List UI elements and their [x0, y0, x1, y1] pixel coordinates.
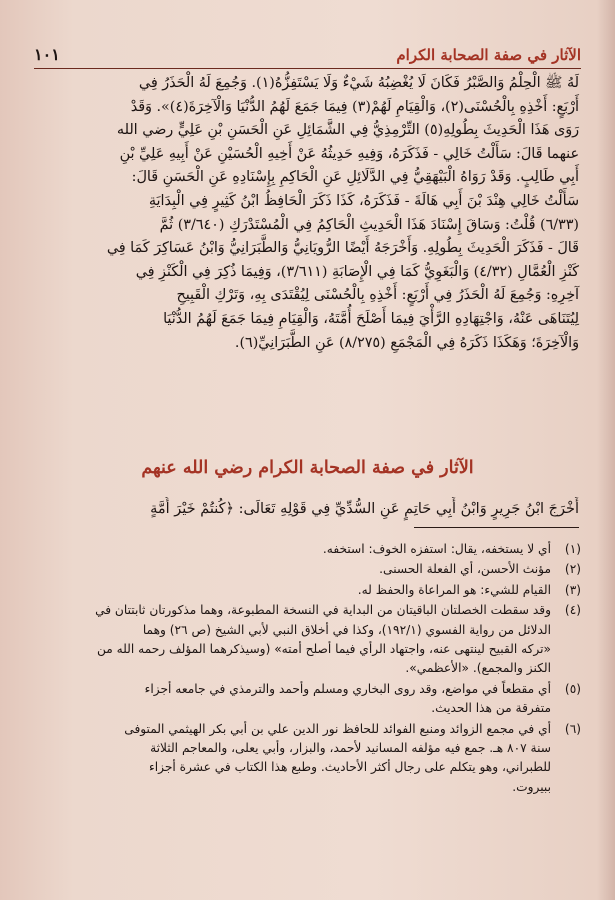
footnote-line: القيام للشيء: هو المراعاة والحفظ له. — [357, 582, 551, 597]
text-line: وَالْآخِرَةَ؛ وَهَكَذَا ذَكَرَهُ فِي الْمَجْمَعِ (٨/٢٧٥) عَنِ الطَّبَرَانِيِّ(٦). — [234, 334, 579, 351]
footnote-line: الدلائل من رواية الفسوي (١٩٢/١)، وكذا في أخلاق النبي لأبي الشيخ (ص ٢٦) وهما — [142, 622, 551, 637]
text-line: عنهما قَالَ: سَأَلْتُ خَالِي - فَذَكَرَهُ، وَفِيهِ حَدِيثُهُ عَنْ أَخِيهِ الْحُسَيْنِ عَنْ أَبِيهِ عَلِيِّ بْنِ — [119, 145, 579, 162]
text-line: أَبِي طَالِبٍ. وَقَدْ رَوَاهُ الْبَيْهَقِيُّ فِي الدَّلَائِلِ عَنِ الْحَاكِمِ بِإِسْنَادِهِ عَنِ الْحَسَنِ قَالَ: — [131, 169, 579, 186]
footnote-number: (٥) — [564, 681, 581, 696]
section-first-line: أَخْرَجَ ابْنُ جَرِيرٍ وَابْنُ أَبِي حَاتِمٍ عَنِ السُّدِّيِّ فِي قَوْلِهِ تَعَالَى: ﴿كُنتُمْ خَيْرَ أُمَّةٍ — [150, 501, 579, 517]
footnote-number: (١) — [564, 542, 581, 556]
text-line: لِيُتَنَاهَى عَنْهُ، وَاجْتِهَادِهِ الرَّأْيَ فِيمَا أَصْلَحَ أُمَّتَهُ، وَالْقِيَامِ فِيمَا جَمَعَ لَهُمُ الدُّنْيَا — [163, 310, 579, 327]
text-line: (٦/٣٣) قُلْتُ: وَسَاقَ إِسْنَادَ هَذَا الْحَدِيثِ الْحَاكِمُ فِي الْمُسْتَدْرَكِ (٣/٦٤٠) ثُمَّ — [159, 216, 579, 233]
footnote-divider — [414, 527, 579, 528]
section-heading: الآثار في صفة الصحابة الكرام رضي الله عنهم — [141, 458, 474, 478]
footnote-line: الكنز والمجمع). «الأعظمي». — [405, 661, 551, 676]
text-line: لَهُ ﷺ الْحِلْمُ وَالصَّبْرُ فَكَانَ لَا يُغْضِبُهُ شَيْءٌ وَلَا يَسْتَفِزُّهُ(١). وَجُمِعَ لَهُ الْحَذَرُ فِي — [138, 75, 579, 91]
footnote-number: (٢) — [564, 562, 581, 577]
footnote — [34, 560, 581, 579]
text-line: آخِرِهِ: وَجُمِعَ لَهُ الْحَذَرُ فِي أَرْبَعٍ: أَخْذِهِ بِالْحُسْنَى لِيُقْتَدَى بِهِ، وَتَرْكِ الْقَبِيحِ — [176, 287, 579, 304]
footnotes — [34, 540, 581, 798]
footnote-line: للطبراني، وهو يتكلم على رجال أكثر الأحاديث. وطبع هذا الكتاب في عشرة أجزاء — [148, 760, 551, 775]
footnote — [34, 720, 581, 798]
footnote-line: ببيروت. — [512, 779, 551, 794]
text-line: أَرْبَعٍ: أَخْذِهِ بِالْحُسْنَى(٢)، وَالْقِيَامِ لَهُمْ(٣) فِيمَا جَمَعَ لَهُمُ الدُّنْيَا وَالْآخِرَةَ(٤)». وَقَدْ — [130, 98, 579, 115]
page-number: ١٠١ — [34, 45, 60, 64]
footnote-line: أي مقطعاً في مواضع، وقد روى البخاري ومسلم وأحمد والترمذي في جامعه أجزاء — [144, 681, 551, 696]
footnote-line: «تركه القبيح لينتهى عنه، واجتهاد الرأي فيما أصلح أمته» (وسيذكرهما المؤلف رحمه الله من — [96, 642, 551, 657]
text-line: كَنْزِ الْعُمَّالِ (٤/٣٢) وَالْبَغَوِيُّ كَمَا فِي الْإِصَابَةِ (٣/٦١١)، وَفِيمَا ذُكِرَ فِي الْكَنْزِ فِي — [135, 263, 579, 280]
footnote-number: (٦) — [564, 721, 581, 736]
footnote — [34, 680, 581, 719]
footnote-line: وقد سقطت الخصلتان الباقيتان من البداية في النسخة المطبوعة، وهما مذكورتان ثابتتان في — [95, 603, 551, 618]
footnote-number: (٣) — [564, 582, 581, 597]
page-header — [34, 38, 581, 69]
text-line: قَالَ - فَذَكَرَ الْحَدِيثَ بِطُولِهِ. وَأَخْرَجَهُ أَيْضًا الرُّويَانِيُّ وَالطَّبَرَانِيُّ وَابْنُ عَسَاكِرَ كَمَا فِي — [106, 240, 579, 257]
footnote-line: مؤنث الأحسن، أي الفعلة الحسنى. — [379, 562, 551, 577]
footnote-line: أي في مجمع الزوائد ومنبع الفوائد للحافظ نور الدين علي بن أبي بكر الهيثمي المتوفى — [124, 721, 551, 736]
footnote-line: سنة ٨٠٧ هـ. جمع فيه مؤلفه المسانيد لأحمد، والبزار، وأبي يعلى، والمعاجم الثلاثة — [150, 741, 551, 756]
page-gutter-shadow — [597, 0, 615, 900]
footnote-line: متفرقة من هذا الحديث. — [431, 701, 551, 716]
footnote-number: (٤) — [564, 603, 581, 618]
running-title: الآثار في صفة الصحابة الكرام — [396, 46, 581, 64]
footnote-line: أي لا يستخفه، يقال: استفزه الخوف: استخفه. — [322, 542, 551, 556]
text-line: رَوَى هَذَا الْحَدِيثَ بِطُولِهِ(٥) التِّرْمِذِيُّ فِي الشَّمَائِلِ عَنِ الْحَسَنِ بْنِ عَلِيٍّ رضي الله — [116, 122, 579, 139]
footnote — [34, 581, 581, 600]
main-text — [36, 72, 579, 355]
text-line: سَأَلْتُ خَالِي هِنْدَ بْنَ أَبِي هَالَةَ - فَذَكَرَهُ، كَذَا ذَكَرَ الْحَافِظُ ابْنُ كَثِيرٍ فِي الْبِدَايَةِ — [148, 192, 579, 209]
footnote — [34, 540, 581, 559]
footnote — [34, 601, 581, 679]
